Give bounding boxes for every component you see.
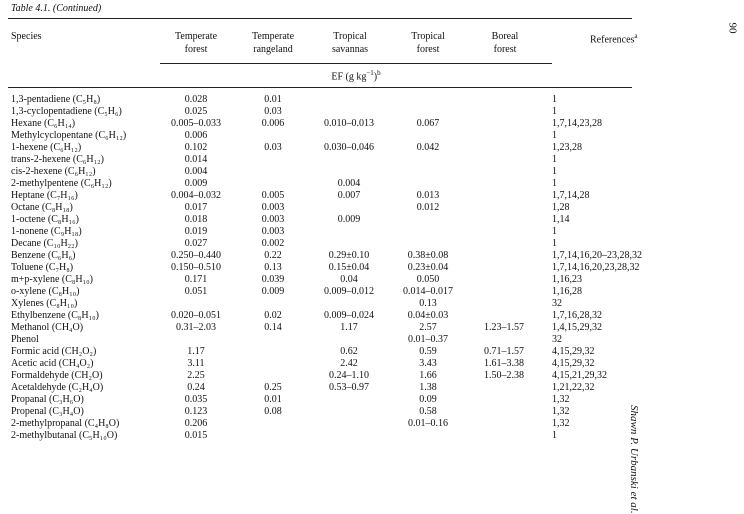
references-cell: 1,16,23: [552, 274, 582, 285]
species-cell: Formaldehyde (CH₂O): [11, 370, 103, 381]
temperate-rangeland-cell: 0.005: [261, 190, 285, 201]
table-row: [0, 154, 744, 166]
species-cell: 1-hexene (C₆H₁₂): [11, 142, 82, 153]
ef-label: EF (g kg: [331, 71, 367, 83]
header-line: Tropical: [411, 31, 445, 42]
temperate-forest-cell: 0.150–0.510: [171, 262, 221, 273]
temperate-rangeland-cell: 0.25: [264, 382, 282, 393]
tropical-savannas-cell: 0.009–0.024: [324, 310, 374, 321]
temperate-rangeland-cell: 0.009: [261, 286, 285, 297]
tropical-forest-cell: 0.58: [419, 406, 437, 417]
temperate-forest-cell: 0.102: [184, 142, 208, 153]
temperate-forest-cell: 0.206: [184, 418, 208, 429]
species-cell: Heptane (C₇H₁₆): [11, 190, 78, 201]
references-cell: 1: [552, 166, 557, 177]
temperate-rangeland-cell: 0.13: [264, 262, 282, 273]
temperate-rangeland-cell: 0.003: [261, 202, 285, 213]
temperate-forest-cell: 0.250–0.440: [171, 250, 221, 261]
top-rule: [8, 18, 632, 19]
table-row: [0, 394, 744, 406]
tropical-savannas-cell: 0.030–0.046: [324, 142, 374, 153]
species-cell: o-xylene (C₈H₁₀): [11, 286, 80, 297]
tropical-savannas-cell: 0.007: [337, 190, 361, 201]
species-cell: Methanol (CH₄O): [11, 322, 84, 333]
header-species: Species: [11, 31, 42, 42]
temperate-rangeland-cell: 0.03: [264, 142, 282, 153]
species-cell: 2-methylpentene (C₆H₁₂): [11, 178, 112, 189]
tropical-savannas-cell: 0.010–0.013: [324, 118, 374, 129]
species-cell: Phenol: [11, 334, 39, 345]
species-cell: Toluene (C₇H₈): [11, 262, 74, 273]
species-cell: Formic acid (CH₂O₂): [11, 346, 97, 357]
species-cell: 1-nonene (C₉H₁₈): [11, 226, 82, 237]
header-line: savannas: [331, 44, 369, 55]
references-cell: 1,28: [552, 202, 570, 213]
references-cell: 1,7,14,23,28: [552, 118, 602, 129]
table-row: [0, 250, 744, 262]
tropical-forest-cell: 2.57: [419, 322, 437, 333]
temperate-forest-cell: 0.028: [184, 94, 208, 105]
header-boreal-forest: [469, 30, 541, 56]
species-cell: 1-octene (C₈H₁₆): [11, 214, 79, 225]
tropical-savannas-cell: 0.009–0.012: [324, 286, 374, 297]
references-cell: 32: [552, 334, 562, 345]
species-cell: 2-methylpropanal (C₄H₈O): [11, 418, 120, 429]
references-cell: 1,4,15,29,32: [552, 322, 602, 333]
header-line: Temperate: [174, 31, 218, 42]
temperate-rangeland-cell: 0.01: [264, 394, 282, 405]
references-cell: 1,23,28: [552, 142, 582, 153]
header-line: forest: [416, 44, 440, 55]
temperate-rangeland-cell: 0.14: [264, 322, 282, 333]
references-cell: 1,32: [552, 418, 570, 429]
header-tropical-forest: [392, 30, 464, 56]
temperate-rangeland-cell: 0.03: [264, 106, 282, 117]
table-row: [0, 94, 744, 106]
table-row: [0, 262, 744, 274]
tropical-forest-cell: 0.012: [416, 202, 440, 213]
species-cell: cis-2-hexene (C₆H₁₂): [11, 166, 96, 177]
footnote-marker: b: [377, 69, 381, 77]
temperate-forest-cell: 0.027: [184, 238, 208, 249]
boreal-forest-cell: 0.71–1.57: [484, 346, 524, 357]
tropical-forest-cell: 0.23±0.04: [407, 262, 449, 273]
temperate-forest-cell: 0.005–0.033: [171, 118, 221, 129]
table-row: [0, 370, 744, 382]
references-cell: 1,14: [552, 214, 570, 225]
references-cell: 1,7,16,28,32: [552, 310, 602, 321]
temperate-forest-cell: 3.11: [187, 358, 205, 369]
tropical-savannas-cell: 0.009: [337, 214, 361, 225]
temperate-rangeland-cell: 0.003: [261, 214, 285, 225]
references-cell: 1: [552, 154, 557, 165]
tropical-forest-cell: 0.067: [416, 118, 440, 129]
tropical-forest-cell: 0.38±0.08: [407, 250, 449, 261]
table-row: [0, 226, 744, 238]
temperate-forest-cell: 0.171: [184, 274, 208, 285]
header-line: forest: [184, 44, 208, 55]
references-cell: 1,7,14,16,20–23,28,32: [552, 250, 642, 261]
tropical-savannas-cell: 0.004: [337, 178, 361, 189]
species-cell: Acetaldehyde (C₂H₄O): [11, 382, 104, 393]
header-temperate-forest: [160, 30, 232, 56]
references-cell: 32: [552, 298, 562, 309]
species-cell: Propenal (C₃H₄O): [11, 406, 84, 417]
temperate-rangeland-cell: 0.01: [264, 94, 282, 105]
tropical-forest-cell: 0.013: [416, 190, 440, 201]
references-cell: 1: [552, 106, 557, 117]
header-references: [590, 30, 650, 46]
temperate-forest-cell: 1.17: [187, 346, 205, 357]
footnote-marker: a: [634, 32, 638, 40]
tropical-savannas-cell: 2.42: [340, 358, 358, 369]
boreal-forest-cell: 1.50–2.38: [484, 370, 524, 381]
temperate-rangeland-cell: 0.006: [261, 118, 285, 129]
references-cell: 1,7,14,16,20,23,28,32: [552, 262, 640, 273]
temperate-rangeland-cell: 0.08: [264, 406, 282, 417]
boreal-forest-cell: 1.23–1.57: [484, 322, 524, 333]
header-bottom-rule: [8, 87, 632, 88]
table-row: [0, 382, 744, 394]
table-row: [0, 142, 744, 154]
species-cell: m+p-xylene (C₈H₁₀): [11, 274, 93, 285]
tropical-forest-cell: 0.01–0.37: [408, 334, 448, 345]
table-row: [0, 106, 744, 118]
temperate-rangeland-cell: 0.002: [261, 238, 285, 249]
species-cell: Ethylbenzene (C₈H₁₀): [11, 310, 99, 321]
header-line: Boreal: [491, 31, 519, 42]
header-line: rangeland: [253, 44, 293, 55]
table-row: [0, 298, 744, 310]
header-temperate-rangeland: [237, 30, 309, 56]
table-row: [0, 274, 744, 286]
references-cell: 1: [552, 130, 557, 141]
references-cell: 1,32: [552, 406, 570, 417]
table-caption: Table 4.1. (Continued): [11, 3, 102, 14]
species-cell: Xylenes (C₈H₁₀): [11, 298, 78, 309]
temperate-forest-cell: 0.006: [184, 130, 208, 141]
temperate-forest-cell: 0.018: [184, 214, 208, 225]
temperate-rangeland-cell: 0.003: [261, 226, 285, 237]
tropical-forest-cell: 0.01–0.16: [408, 418, 448, 429]
temperate-forest-cell: 0.015: [184, 430, 208, 441]
table-row: [0, 238, 744, 250]
references-cell: 1: [552, 238, 557, 249]
species-cell: Acetic acid (CH₄O₂): [11, 358, 94, 369]
species-cell: Hexane (C₆H₁₄): [11, 118, 76, 129]
temperate-rangeland-cell: 0.02: [264, 310, 282, 321]
ef-close: ): [373, 71, 378, 83]
tropical-forest-cell: 0.014–0.017: [403, 286, 453, 297]
header-line: forest: [493, 44, 517, 55]
tropical-savannas-cell: 1.17: [340, 322, 358, 333]
tropical-forest-cell: 0.59: [419, 346, 437, 357]
header-ef-units: [160, 67, 552, 83]
ef-exponent: −1: [366, 69, 374, 77]
species-cell: 2-methylbutanal (C₅H₁₀O): [11, 430, 118, 441]
table-row: [0, 214, 744, 226]
temperate-forest-cell: 0.004: [184, 166, 208, 177]
running-head: Shawn P. Urbanski et al.: [628, 405, 640, 514]
temperate-forest-cell: 0.020–0.051: [171, 310, 221, 321]
header-tropical-savannas: [314, 30, 386, 56]
references-cell: 1: [552, 430, 557, 441]
tropical-savannas-cell: 0.24–1.10: [329, 370, 369, 381]
temperate-forest-cell: 2.25: [187, 370, 205, 381]
temperate-forest-cell: 0.019: [184, 226, 208, 237]
page-number: 90: [726, 22, 739, 34]
temperate-forest-cell: 0.017: [184, 202, 208, 213]
temperate-forest-cell: 0.123: [184, 406, 208, 417]
species-cell: Octane (C₈H₁₈): [11, 202, 73, 213]
tropical-forest-cell: 0.09: [419, 394, 437, 405]
header-references-text: References: [590, 34, 635, 46]
table-row: [0, 310, 744, 322]
table-row: [0, 166, 744, 178]
species-cell: 1,3-pentadiene (C₅H₈): [11, 94, 101, 105]
species-cell: trans-2-hexene (C₆H₁₂): [11, 154, 104, 165]
references-cell: 4,15,29,32: [552, 346, 595, 357]
references-cell: 1: [552, 94, 557, 105]
references-cell: 4,15,29,32: [552, 358, 595, 369]
references-cell: 1,32: [552, 394, 570, 405]
tropical-savannas-cell: 0.53–0.97: [329, 382, 369, 393]
table-row: [0, 346, 744, 358]
temperate-rangeland-cell: 0.039: [261, 274, 285, 285]
tropical-savannas-cell: 0.04: [340, 274, 358, 285]
references-cell: 1: [552, 226, 557, 237]
table-row: [0, 322, 744, 334]
table-row: [0, 178, 744, 190]
boreal-forest-cell: 1.61–3.38: [484, 358, 524, 369]
table-row: [0, 286, 744, 298]
table-row: [0, 130, 744, 142]
species-cell: 1,3-cyclopentadiene (C₅H₆): [11, 106, 122, 117]
tropical-savannas-cell: 0.29±0.10: [328, 250, 370, 261]
table-row: [0, 430, 744, 442]
references-cell: 1,16,28: [552, 286, 582, 297]
species-cell: Propanal (C₃H₆O): [11, 394, 84, 405]
tropical-savannas-cell: 0.62: [340, 346, 358, 357]
references-cell: 1,7,14,28: [552, 190, 590, 201]
temperate-forest-cell: 0.31–2.03: [176, 322, 216, 333]
temperate-forest-cell: 0.035: [184, 394, 208, 405]
header-line: Tropical: [333, 31, 367, 42]
species-cell: Methylcyclopentane (C₆H₁₂): [11, 130, 127, 141]
tropical-forest-cell: 1.38: [419, 382, 437, 393]
temperate-forest-cell: 0.24: [187, 382, 205, 393]
table-row: [0, 358, 744, 370]
references-cell: 4,15,21,29,32: [552, 370, 607, 381]
species-cell: Benzene (C₆H₆): [11, 250, 76, 261]
tropical-forest-cell: 0.04±0.03: [407, 310, 449, 321]
tropical-forest-cell: 3.43: [419, 358, 437, 369]
tropical-savannas-cell: 0.15±0.04: [328, 262, 370, 273]
ef-rule: [160, 63, 552, 64]
table-row: [0, 334, 744, 346]
table-row: [0, 202, 744, 214]
temperate-forest-cell: 0.051: [184, 286, 208, 297]
references-cell: 1: [552, 178, 557, 189]
references-cell: 1,21,22,32: [552, 382, 595, 393]
table-row: [0, 118, 744, 130]
temperate-forest-cell: 0.004–0.032: [171, 190, 221, 201]
table-row: [0, 418, 744, 430]
temperate-rangeland-cell: 0.22: [264, 250, 282, 261]
tropical-forest-cell: 0.13: [419, 298, 437, 309]
header-line: Temperate: [251, 31, 295, 42]
species-cell: Decane (C₁₀H₂₂): [11, 238, 78, 249]
tropical-forest-cell: 1.66: [419, 370, 437, 381]
temperate-forest-cell: 0.014: [184, 154, 208, 165]
tropical-forest-cell: 0.042: [416, 142, 440, 153]
table-row: [0, 406, 744, 418]
temperate-forest-cell: 0.025: [184, 106, 208, 117]
temperate-forest-cell: 0.009: [184, 178, 208, 189]
tropical-forest-cell: 0.050: [416, 274, 440, 285]
table-row: [0, 190, 744, 202]
